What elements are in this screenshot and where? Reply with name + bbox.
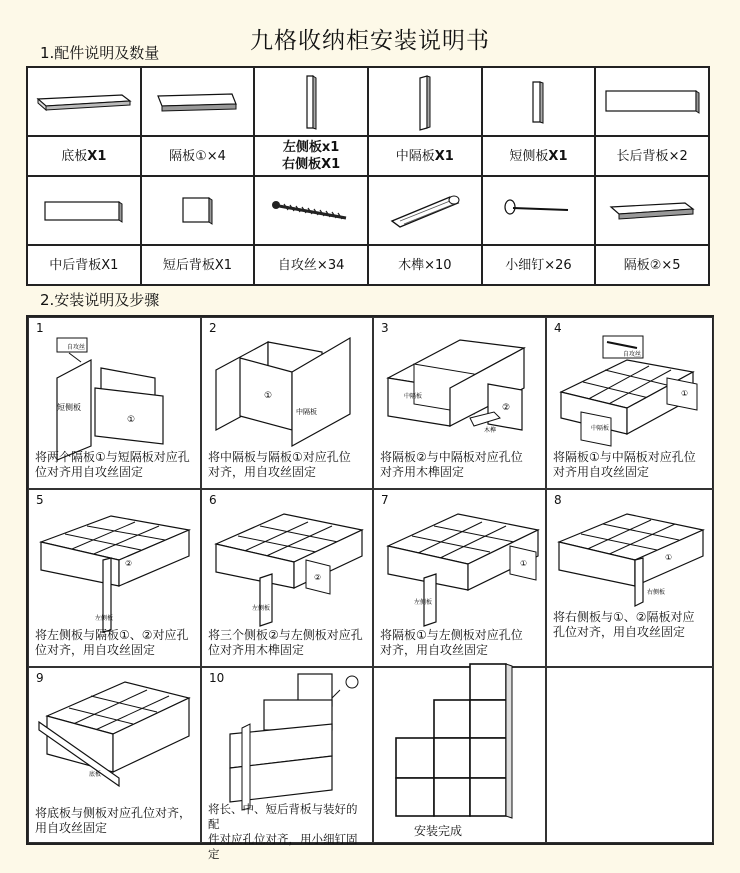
step-caption: 将隔板①与中隔板对应孔位 对齐用自攻丝固定 [553,450,696,479]
svg-text:左侧板: 左侧板 [95,615,114,622]
step-1 [28,317,201,489]
step-5 [28,489,201,667]
step-caption: 将长、中、短后背板与装好的配 件对应孔位对齐，用小细钉固定 [208,802,358,861]
part-cell [27,67,141,136]
svg-text:②: ② [125,559,133,568]
part-label: 短侧板X1 [482,136,596,176]
svg-text:底板: 底板 [89,771,102,778]
shelf-board-icon [152,88,242,116]
section-steps-heading: 2.安装说明及步骤 [40,291,160,309]
step-7 [373,489,546,667]
part-label: 中隔板X1 [368,136,482,176]
step-complete [373,667,546,843]
svg-text:自攻丝: 自攻丝 [623,351,642,358]
svg-text:短侧板: 短侧板 [57,403,81,412]
step-caption: 将隔板①与左侧板对应孔位 对齐，用自攻丝固定 [380,628,523,657]
step-3 [373,317,546,489]
middle-back-panel-icon [39,196,129,226]
long-back-panel-icon [602,87,702,117]
svg-text:左侧板: 左侧板 [252,605,271,612]
empty-cell [546,667,714,843]
svg-text:①: ① [127,415,136,425]
part-cell [595,176,709,245]
step-caption: 将左侧板与隔板①、②对应孔 位对齐，用自攻丝固定 [35,628,189,657]
step-number: 8 [554,493,562,507]
step-number: 7 [381,493,389,507]
part-cell [254,176,368,245]
step-number: 4 [554,321,562,335]
steps-grid [26,315,714,861]
part-cell [141,67,255,136]
svg-text:中隔板: 中隔板 [296,408,317,416]
part-cell [482,176,596,245]
part-cell [368,176,482,245]
svg-text:②: ② [314,573,322,582]
part-cell [482,67,596,136]
dowel-icon [380,191,470,231]
step-8-illustration [547,490,715,668]
svg-text:中隔板: 中隔板 [404,393,423,400]
step-number: 3 [381,321,389,335]
step-4 [546,317,714,489]
svg-text:①: ① [264,391,273,401]
step-9 [28,667,201,843]
long-plank-icon [34,89,134,115]
part-cell [141,176,255,245]
step-2 [201,317,373,489]
step-caption: 将底板与侧板对应孔位对齐， 用自攻丝固定 [35,806,192,835]
svg-text:①: ① [681,389,689,398]
step-number: 9 [36,671,44,685]
step-caption: 将右侧板与①、②隔板对应 孔位对齐，用自攻丝固定 [553,610,695,639]
page-title: 九格收纳柜安装说明书 [250,28,490,54]
step-number: 5 [36,493,44,507]
part-label: 隔板①×4 [141,136,255,176]
part-label: 自攻丝×34 [254,245,368,285]
part-label: 小细钉×26 [482,245,596,285]
step-8 [546,489,714,667]
svg-text:自攻丝: 自攻丝 [67,344,86,351]
screw-icon [266,196,356,226]
step-6 [201,489,373,667]
finished-cabinet-illustration [374,668,547,844]
step-number: 10 [209,671,225,685]
svg-text:②: ② [502,403,511,413]
part-label: 长后背板×2 [595,136,709,176]
step-10 [201,667,373,861]
parts-table [26,66,710,286]
tall-side-panel-icon [301,74,321,130]
part-cell [368,67,482,136]
part-label: 中后背板X1 [27,245,141,285]
svg-text:左侧板: 左侧板 [414,599,433,606]
shelf-board-2-icon [607,197,697,225]
short-side-panel-icon [528,80,548,124]
part-label: 木榫×10 [368,245,482,285]
svg-text:木榫: 木榫 [484,427,497,434]
part-label: 左侧板x1 右侧板X1 [254,136,368,176]
step-caption: 安装完成 [414,824,463,838]
step-caption: 将隔板②与中隔板对应孔位 对齐用木榫固定 [380,450,523,479]
nail-icon [498,196,578,226]
part-label: 隔板②×5 [595,245,709,285]
step-number: 6 [209,493,217,507]
part-cell [595,67,709,136]
step-caption: 将两个隔板①与短隔板对应孔 位对齐用自攻丝固定 [35,450,190,479]
short-back-panel-icon [177,194,217,228]
svg-text:右侧板: 右侧板 [647,589,666,596]
svg-text:①: ① [665,553,673,562]
step-number: 1 [36,321,44,335]
step-number: 2 [209,321,217,335]
section-parts-heading: 1.配件说明及数量 [40,44,160,62]
svg-text:中隔板: 中隔板 [591,425,610,432]
part-cell [254,67,368,136]
part-label: 短后背板X1 [141,245,255,285]
part-label: 底板X1 [27,136,141,176]
step-caption: 将中隔板与隔板①对应孔位 对齐，用自攻丝固定 [208,450,351,479]
step-caption: 将三个侧板②与左侧板对应孔 位对齐用木榫固定 [208,628,363,657]
svg-text:①: ① [520,559,528,568]
part-cell [27,176,141,245]
middle-divider-icon [415,74,435,130]
